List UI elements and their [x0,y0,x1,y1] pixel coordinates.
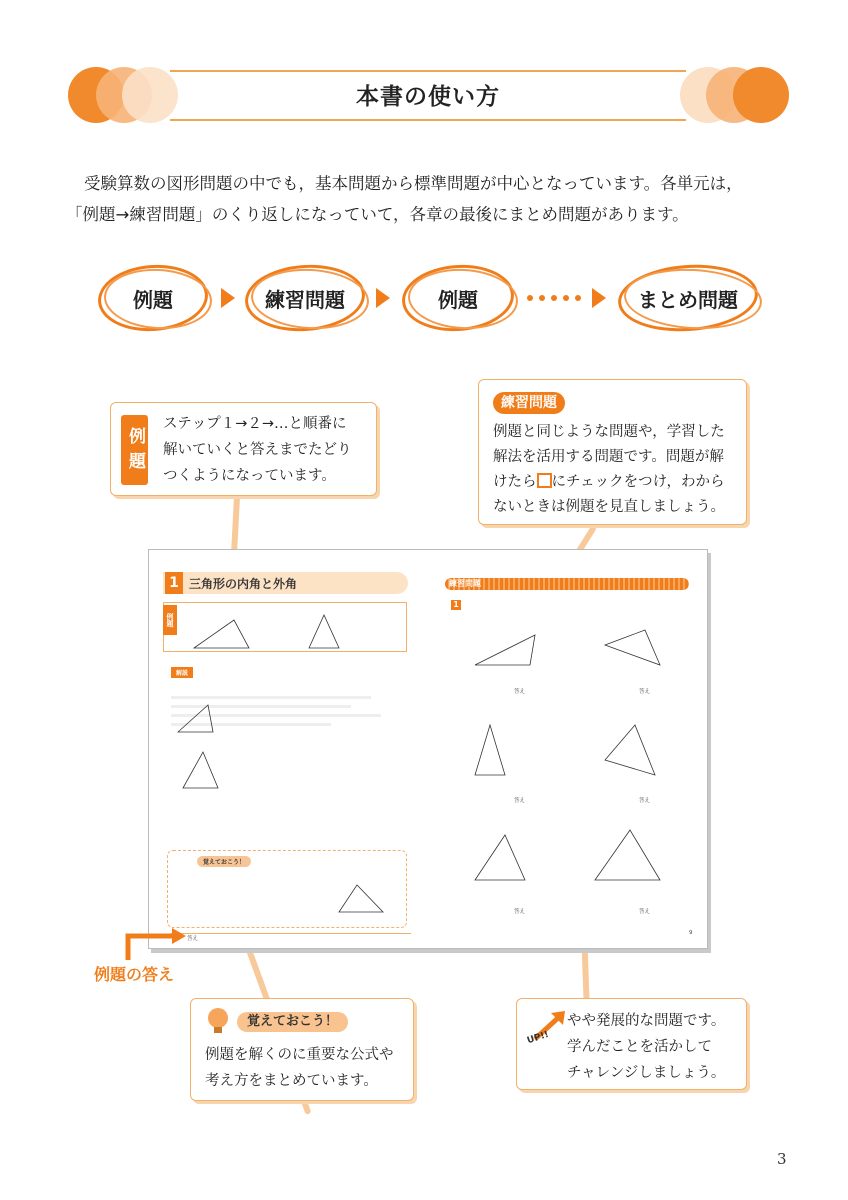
solution-triangles [173,700,233,800]
example-triangles [189,610,389,650]
callout-example-line2: 解いていくと答えまでたどり [163,442,352,458]
callout-practice [478,379,747,525]
callout-remember [190,998,414,1101]
intro-line-2: 「例題→練習問題」のくり返しになっていて，各章の最後にまとめ問題があります。 [66,205,689,224]
mini-page-number: 9 [689,930,693,936]
callout-example [110,402,377,496]
chapter-number: 1 [165,572,183,594]
lightbulb-icon [205,1005,231,1035]
callout-remember-line1: 例題を解くのに重要な公式や [205,1047,394,1063]
mini-practice-label: 練習問題 [449,579,481,588]
mini-answer-label: 答え [514,909,526,915]
callout-example-line1: ステップ１→２→…と順番に [163,416,347,432]
callout-practice-line4: ないときは例題を見直しましょう。 [493,499,725,515]
remember-badge: 覚えておこう！ [237,1012,348,1032]
mini-answer-label: 答え [187,936,199,942]
checkbox-icon [537,473,552,488]
kaisetsu-badge: 解説 [171,667,193,678]
arrow-right-icon [592,288,606,308]
chapter-title: 三角形の内角と外角 [189,577,298,591]
mini-answer-label: 答え [514,798,526,804]
practice-number: 1 [451,600,461,610]
up-badge: UP!! [525,1029,551,1047]
arrow-right-icon [376,288,390,308]
header-bottom-rule [170,119,686,121]
callout-upgrade-line3: チャレンジしましょう。 [567,1065,726,1081]
practice-badge: 練習問題 [493,392,565,414]
practice-header-bar [445,578,689,590]
example-badge: 例題 [121,415,148,485]
page-title: 本書の使い方 [356,84,500,110]
mini-example-badge: 例題 [163,605,177,635]
callout-upgrade-line1: やや発展的な問題です。 [567,1013,726,1029]
callout-remember-line2: 考え方をまとめています。 [205,1073,378,1089]
flow-item-practice: 練習問題 [245,265,365,331]
callout-upgrade-line2: 学んだことを活かして [567,1039,712,1055]
mini-answer-label: 答え [639,909,651,915]
mini-answer-label: 答え [514,689,526,695]
practice-triangles [445,610,695,890]
mini-remember-badge: 覚えておこう！ [197,856,251,867]
mini-answer-label: 答え [639,689,651,695]
callout-practice-line1: 例題と同じような問題や，学習した [493,424,725,440]
callout-practice-line3: けたら にチェックをつけ，わから [493,474,725,490]
answer-arrow-icon [120,922,190,962]
circle-decoration [733,67,789,123]
arrow-right-icon [221,288,235,308]
callout-practice-line2: 解法を活用する問題です。問題が解 [493,449,724,465]
flow-item-example: 例題 [98,265,208,331]
remember-triangle [337,880,387,915]
answer-label: 例題の答え [94,965,175,984]
callout-example-line3: つくようになっています。 [163,468,336,484]
sample-page-preview [148,549,708,949]
intro-line-1: 受験算数の図形問題の中でも，基本問題から標準問題が中心となっています。各単元は， [84,174,743,193]
answer-strip [171,933,411,943]
mini-answer-label: 答え [639,798,651,804]
page-number: 3 [777,1150,787,1168]
callout-upgrade [516,998,747,1090]
flow-item-summary: まとめ問題 [618,265,758,331]
flow-item-example-2: 例題 [402,265,514,331]
header-top-rule [170,70,686,72]
